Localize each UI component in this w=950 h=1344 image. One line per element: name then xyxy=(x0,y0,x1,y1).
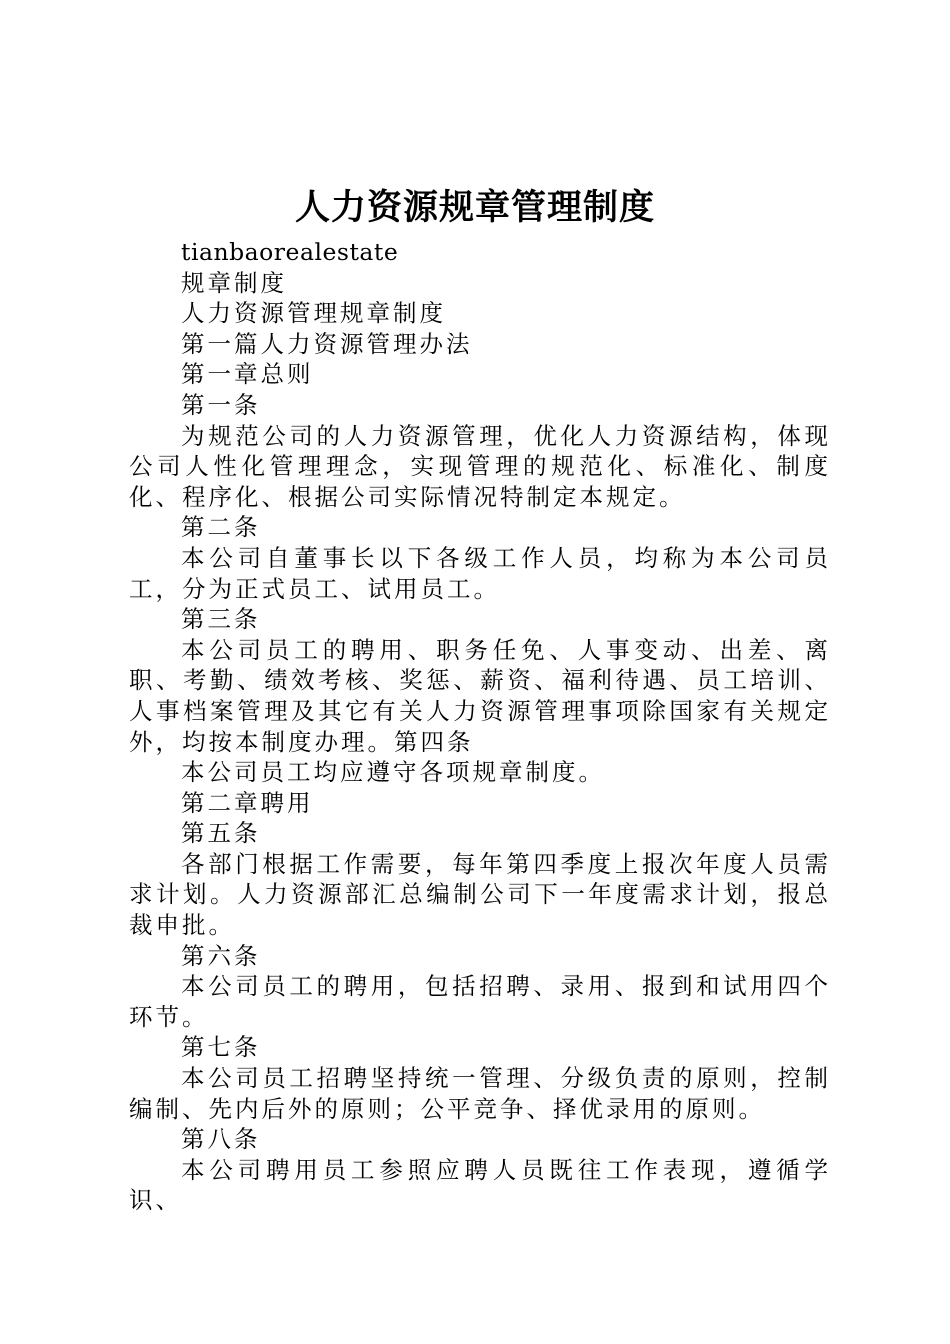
article-heading: 第七条 xyxy=(181,1033,261,1062)
article-text: 本公司员工的聘用，包括招聘、录用、报到和试用四个环节。 xyxy=(129,972,831,1031)
article-heading: 第三条 xyxy=(181,605,261,634)
article-text: 各部门根据工作需要，每年第四季度上报次年度人员需求计划。人力资源部汇总编制公司下一年度需求计划，报总裁申批。 xyxy=(129,849,831,940)
article-heading: 第六条 xyxy=(181,941,261,970)
article-text: 本公司员工招聘坚持统一管理、分级负责的原则，控制编制、先内后外的原则；公平竞争、择优录用的原则。 xyxy=(129,1064,831,1123)
chapter-heading: 第一章总则 xyxy=(181,360,314,389)
article-text: 本公司自董事长以下各级工作人员，均称为本公司员工，分为正式员工、试用员工。 xyxy=(129,543,831,603)
paragraph: 规章制度 xyxy=(181,268,287,297)
article-heading: 第八条 xyxy=(181,1125,261,1154)
article-heading: 第二条 xyxy=(181,513,261,542)
document-body xyxy=(129,237,831,1216)
document-title: 人力资源规章管理制度 xyxy=(294,187,655,228)
company-name-line: tianbaorealestate xyxy=(181,238,399,266)
article-text: 本公司聘用员工参照应聘人员既往工作表现，遵循学识、 xyxy=(129,1155,831,1215)
article-text: 为规范公司的人力资源管理，优化人力资源结构，体现公司人性化管理理念，实现管理的规范化、标准化、制度化、程序化、根据公司实际情况特制定本规定。 xyxy=(129,421,831,511)
section-heading: 第一篇人力资源管理办法 xyxy=(181,329,473,358)
paragraph: 人力资源管理规章制度 xyxy=(181,299,446,328)
article-heading: 第五条 xyxy=(181,819,261,848)
article-text: 本公司员工的聘用、职务任免、人事变动、出差、离职、考勤、绩效考核、奖惩、薪资、福利待遇、员工培训、人事档案管理及其它有关人力资源管理事项除国家有关规定外，均按本制度办理。第四条 xyxy=(129,635,831,756)
article-text: 本公司员工均应遵守各项规章制度。 xyxy=(181,758,605,787)
article-heading: 第一条 xyxy=(181,390,261,419)
chapter-heading: 第二章聘用 xyxy=(181,788,314,817)
